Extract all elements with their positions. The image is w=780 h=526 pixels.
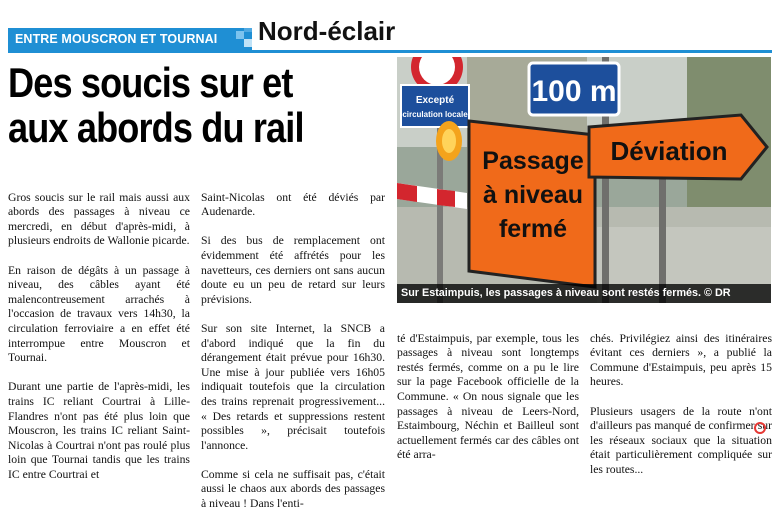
speed-sign-text: 100 m [531,75,617,108]
deviation-arrow-sign [589,115,767,179]
level-crossing-closed-sign [469,121,595,287]
paragraph: Sur son site Internet, la SNCB a d'abord indiqué que la fin du dérangement était prévue pour 16h30. Une mise à jour publiée vers 16h05 indiquait toutefois que la circulation des trains reprenait progressivement... « Des retards et suppressions restent possibles », précisait toutefois l'annonce. [201,321,385,452]
article-column-2 [201,176,385,526]
paragraph: Si des bus de remplacement ont évidemment été affrétés pour les navetteurs, ces derniers ont sans aucun doute eu un peu de retard sur leurs prévisions. [201,234,385,306]
rubric-tail-decoration [222,28,252,50]
paragraph: té d'Estaimpuis, par exemple, tous les passages à niveau sont longtemps restés fermés, comme on a pu le lire sur la page Facebook officielle de la Commune. « On nous signale que les passages à niveau de Leers-Nord, Estaimbourg, Néchin et Bailleul sont actuellement fermés car des câbles ont été arra- [397,331,579,462]
paragraph: chés. Privilégiez ainsi des itinéraires évitant ces derniers », a publié la Commune d'Estaimpuis, peu après 15 heures. [590,331,772,389]
paragraph: En raison de dégâts à un passage à niveau, des câbles ayant été malencontreusement arrachés à l'occasion de travaux vers 14h30, la circulation ferroviaire a en effet été interrompue entre Mouscron et Tournai. [8,263,190,365]
article-column-4 [590,317,772,492]
article-column-3 [397,317,579,478]
paragraph: Saint-Nicolas ont été déviés par Audenarde. [201,190,385,219]
except-sign-line1: Excepté [415,95,455,106]
diamond-sign-line2: à niveau [482,181,584,209]
section-rubric: ENTRE MOUSCRON ET TOURNAI [8,28,252,50]
rubric-underline [8,50,772,53]
deviation-sign-text: Déviation [610,136,728,166]
road-signs-illustration [397,57,771,303]
article-photo [397,57,771,303]
paragraph: Comme si cela ne suffisait pas, c'était aussi le chaos aux abords des passages à niveau ! Dans l'enti- [201,467,385,511]
paragraph: Plusieurs usagers de la route n'ont d'ailleurs pas manqué de confirmer sur les réseaux sociaux que la situation était particulièrement compliquée sur les routes... [590,404,772,476]
except-sign-line2: circulation locale [402,110,468,119]
paragraph: Durant une partie de l'après-midi, les trains IC reliant Courtrai à Lille-Flandres n'ont pas été plus loin que Mouscron, les trains IC reliant Saint-Nicolas à Courtrai n'ont pas roulé plus loin que Tournai tandis que les trains IC entre Courtrai et [8,380,190,481]
paragraph: Gros soucis sur le rail mais aussi aux abords des passages à niveau ce mercredi, en début d'après-midi, à plusieurs endroits de Wallonie picarde. [8,190,190,248]
article-end-mark-icon [754,422,766,434]
photo-caption: Sur Estaimpuis, les passages à niveau sont restés fermés. © DR [397,284,771,303]
newspaper-name: Nord-éclair [258,16,396,46]
diamond-sign-line1: Passage [482,147,584,175]
article-column-1 [8,176,190,497]
diamond-sign-line3: fermé [498,215,568,243]
article-headline: Des soucis sur et aux abords du rail [8,59,304,151]
